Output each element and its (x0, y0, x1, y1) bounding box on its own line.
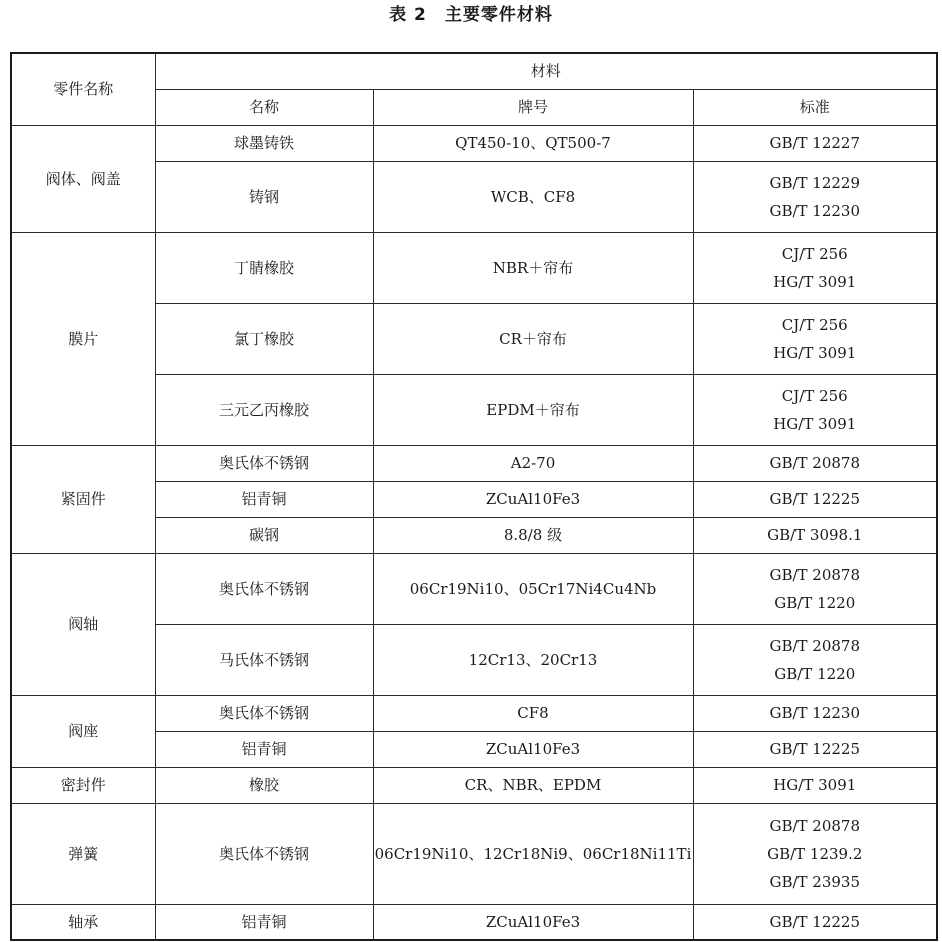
table-row (11, 767, 937, 803)
grade-cell: CR＋帘布 (373, 303, 693, 374)
grade-cell: ZCuAl10Fe3 (373, 481, 693, 517)
material-name-cell: 奥氏体不锈钢 (155, 803, 373, 904)
standard-cell (693, 517, 937, 553)
standard-code: GB/T 12225 (769, 912, 861, 931)
grade-cell: WCB、CF8 (373, 161, 693, 232)
materials-table (10, 52, 938, 941)
standard-code: GB/T 12225 (769, 740, 861, 758)
standard-code: GB/T 20878 (769, 565, 861, 584)
standard-cell (693, 125, 937, 161)
header-name: 名称 (155, 89, 373, 125)
table-row (11, 232, 937, 303)
standard-code: GB/T 20878 (769, 636, 861, 655)
grade-cell: ZCuAl10Fe3 (373, 731, 693, 767)
standard-code: GB/T 1239.2 (767, 844, 863, 863)
standard-cell (693, 767, 937, 803)
standard-code: HG/T 3091 (773, 776, 857, 794)
material-name-cell: 奥氏体不锈钢 (155, 445, 373, 481)
standard-code: GB/T 20878 (769, 816, 861, 835)
standard-cell (693, 232, 937, 303)
part-name-cell: 弹簧 (11, 803, 155, 904)
part-name-cell: 紧固件 (11, 445, 155, 553)
grade-cell: NBR＋帘布 (373, 232, 693, 303)
part-name-cell: 阀体、阀盖 (11, 125, 155, 232)
table-row (11, 695, 937, 731)
standard-cell (693, 445, 937, 481)
standard-code: CJ/T 256 (781, 244, 848, 263)
material-name-cell: 碳钢 (155, 517, 373, 553)
part-name-cell: 密封件 (11, 767, 155, 803)
table-title (0, 4, 942, 26)
table-row (11, 553, 937, 624)
standard-code: HG/T 3091 (773, 343, 857, 362)
table-number: 表 2 (389, 5, 427, 25)
header-standard: 标准 (693, 89, 937, 125)
part-name-cell: 阀座 (11, 695, 155, 767)
grade-cell: CR、NBR、EPDM (373, 767, 693, 803)
standard-cell (693, 481, 937, 517)
standard-code: GB/T 12225 (769, 490, 861, 508)
standard-cell (693, 374, 937, 445)
standard-cell (693, 303, 937, 374)
standard-code: GB/T 12227 (769, 134, 861, 152)
standard-cell (693, 161, 937, 232)
standard-cell (693, 803, 937, 904)
header-grade: 牌号 (373, 89, 693, 125)
grade-cell: EPDM＋帘布 (373, 374, 693, 445)
grade-cell: 12Cr13、20Cr13 (373, 624, 693, 695)
material-name-cell: 铝青铜 (155, 731, 373, 767)
standard-cell (693, 731, 937, 767)
material-name-cell: 奥氏体不锈钢 (155, 553, 373, 624)
grade-cell: 06Cr19Ni10、12Cr18Ni9、06Cr18Ni11Ti (373, 803, 693, 904)
standard-code: GB/T 12229 (769, 173, 861, 192)
table-row (11, 445, 937, 481)
header-material: 材料 (155, 53, 937, 89)
grade-cell: QT450-10、QT500-7 (373, 125, 693, 161)
material-name-cell: 铝青铜 (155, 904, 373, 940)
material-name-cell: 氯丁橡胶 (155, 303, 373, 374)
standard-code: HG/T 3091 (773, 414, 857, 433)
material-name-cell: 三元乙丙橡胶 (155, 374, 373, 445)
material-name-cell: 铝青铜 (155, 481, 373, 517)
standard-cell (693, 553, 937, 624)
part-name-cell: 轴承 (11, 904, 155, 940)
table-row (11, 125, 937, 161)
material-name-cell: 丁腈橡胶 (155, 232, 373, 303)
header-part-name: 零件名称 (11, 53, 155, 125)
standard-code: GB/T 23935 (769, 872, 861, 891)
standard-code: GB/T 12230 (769, 201, 861, 220)
material-name-cell: 橡胶 (155, 767, 373, 803)
material-name-cell: 马氏体不锈钢 (155, 624, 373, 695)
table-caption: 主要零件材料 (444, 5, 553, 25)
grade-cell: CF8 (373, 695, 693, 731)
table-row (11, 904, 937, 940)
grade-cell: ZCuAl10Fe3 (373, 904, 693, 940)
grade-cell: 06Cr19Ni10、05Cr17Ni4Cu4Nb (373, 553, 693, 624)
standard-cell (693, 904, 937, 940)
standard-code: CJ/T 256 (781, 386, 848, 405)
part-name-cell: 阀轴 (11, 553, 155, 695)
standard-code: GB/T 12230 (769, 704, 861, 722)
table-body (11, 125, 937, 940)
grade-cell: A2-70 (373, 445, 693, 481)
material-name-cell: 奥氏体不锈钢 (155, 695, 373, 731)
table-row (11, 803, 937, 904)
standard-code: GB/T 3098.1 (767, 526, 863, 544)
standard-cell (693, 624, 937, 695)
standard-code: GB/T 20878 (769, 454, 861, 472)
material-name-cell: 球墨铸铁 (155, 125, 373, 161)
standard-code: HG/T 3091 (773, 272, 857, 291)
grade-cell: 8.8/8 级 (373, 517, 693, 553)
standard-cell (693, 695, 937, 731)
part-name-cell: 膜片 (11, 232, 155, 445)
material-name-cell: 铸钢 (155, 161, 373, 232)
standard-code: GB/T 1220 (774, 664, 856, 683)
standard-code: CJ/T 256 (781, 315, 848, 334)
standard-code: GB/T 1220 (774, 593, 856, 612)
